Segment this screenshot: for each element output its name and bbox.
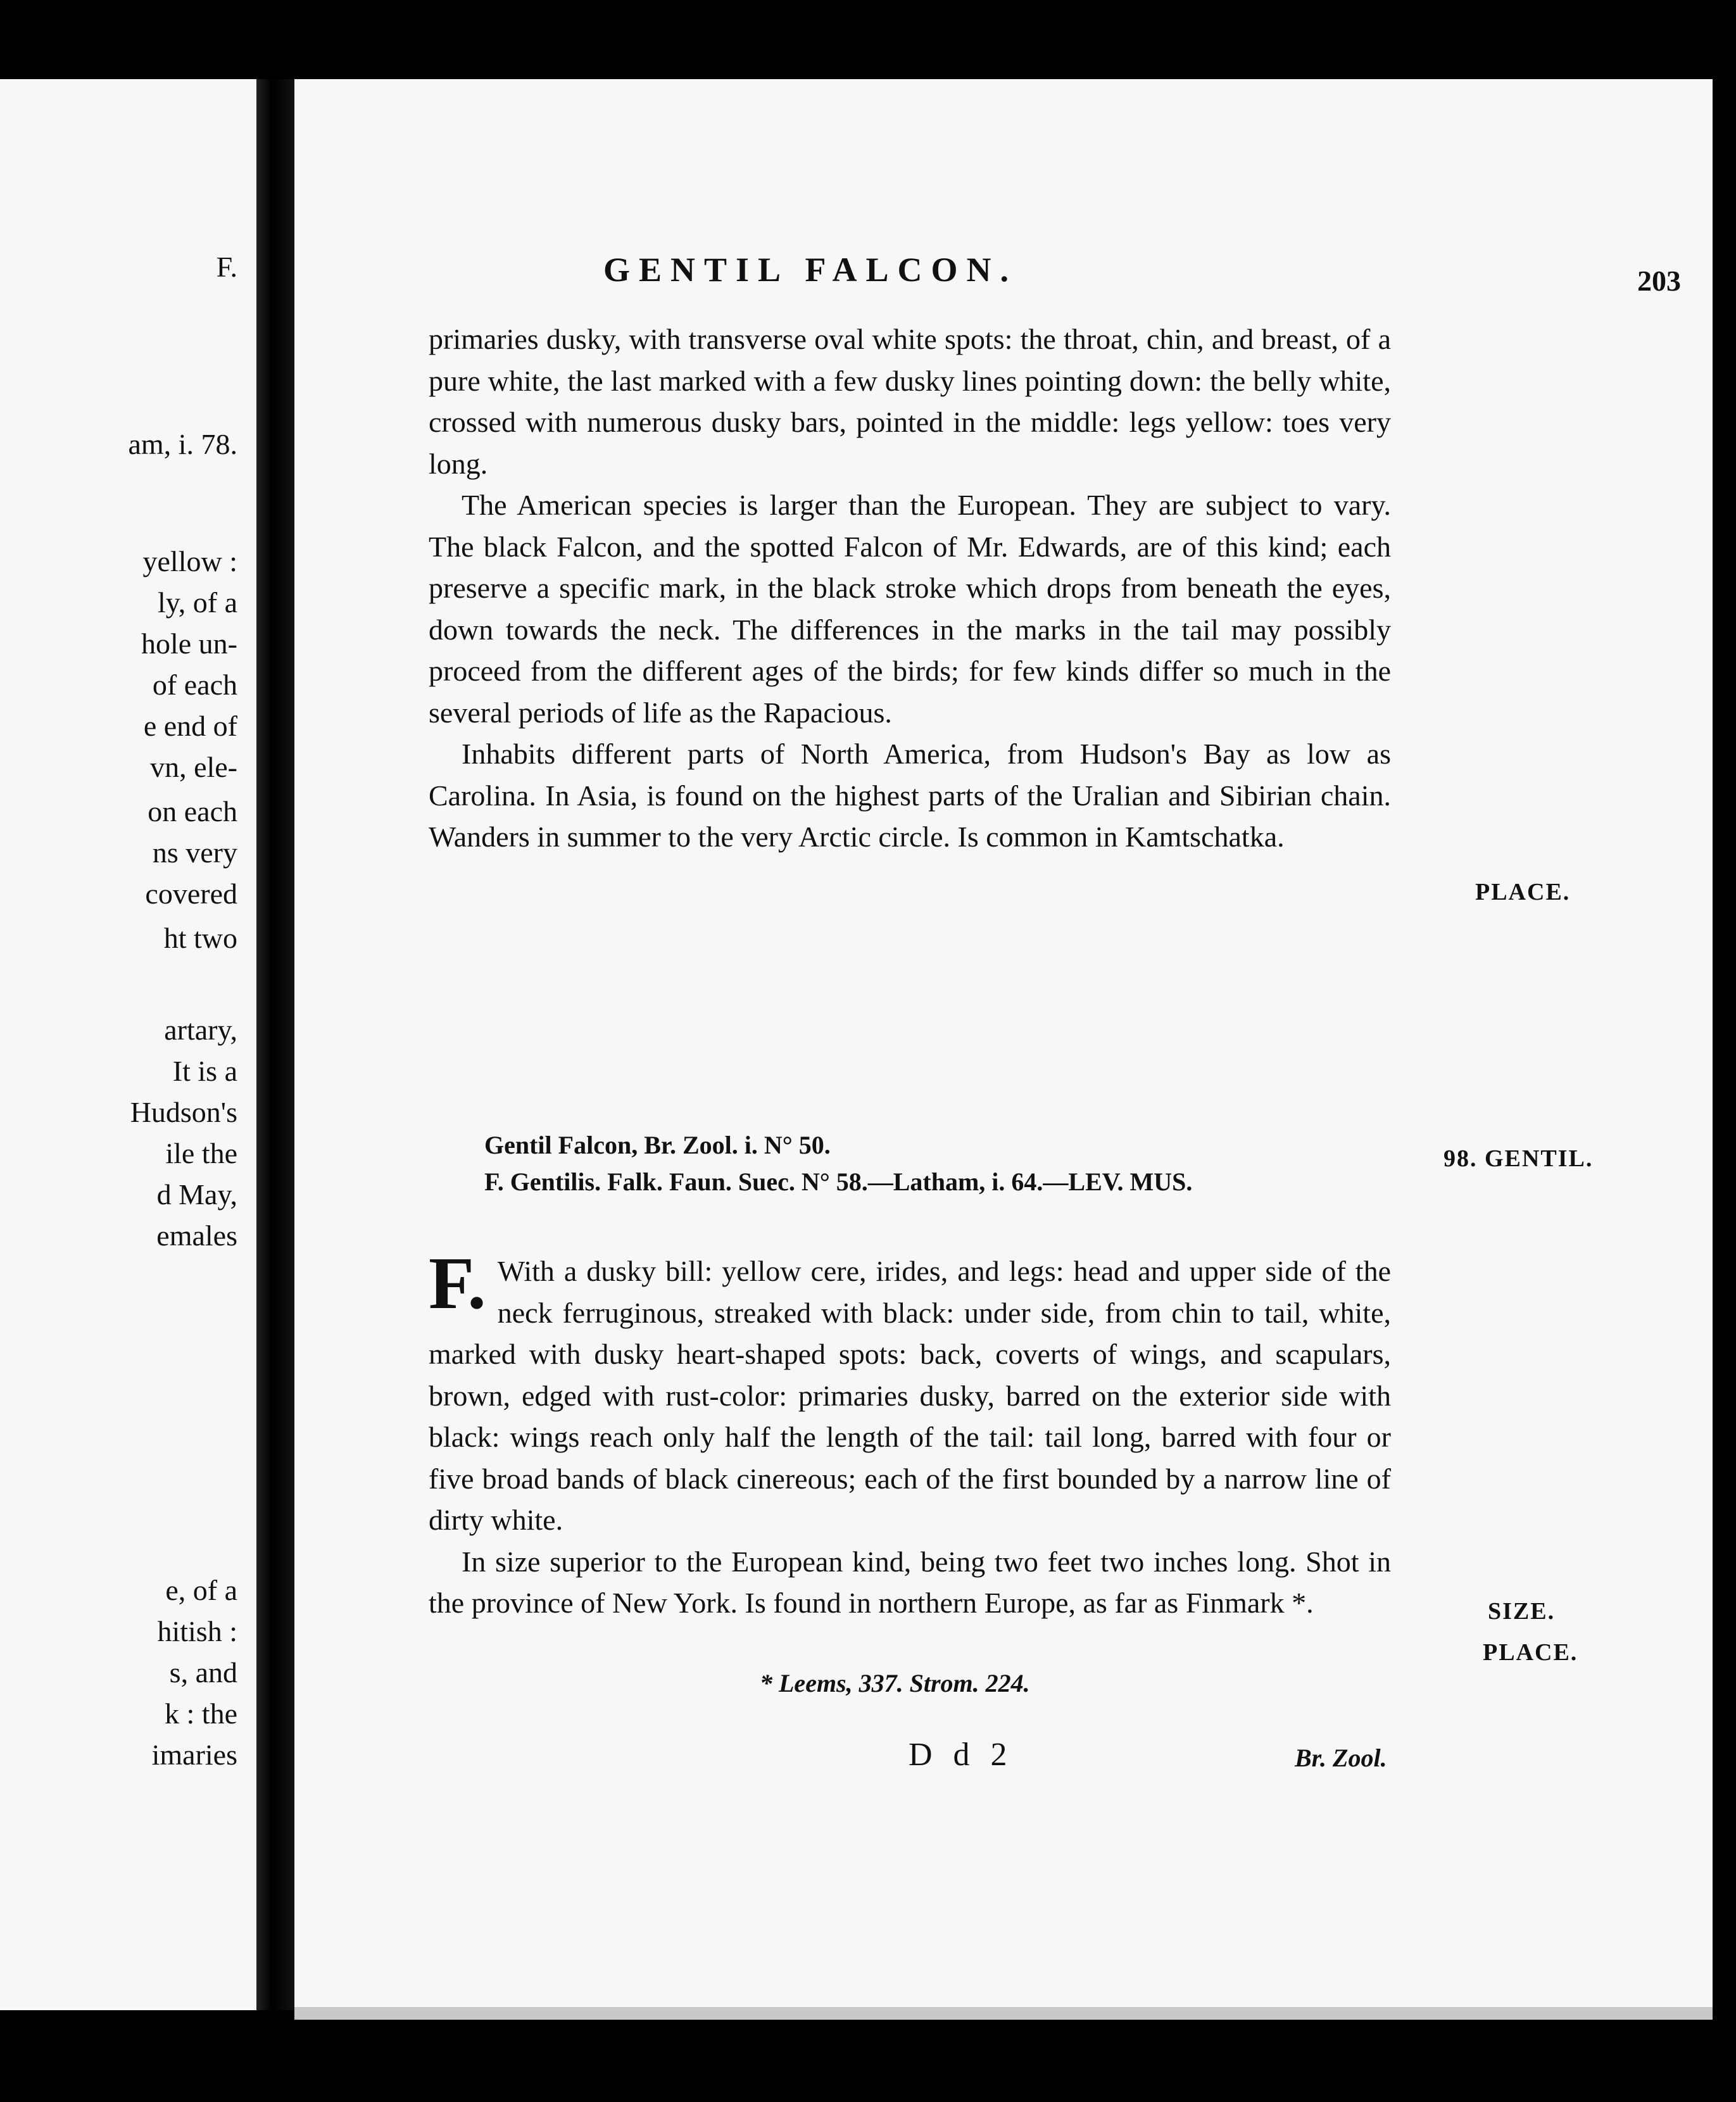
synonymy-block <box>484 1127 1371 1200</box>
left-page-fragment: e end of <box>143 710 237 742</box>
synonymy-line: F. Gentilis. Falk. Faun. Suec. N° 58.—Latham, i. 64.—LEV. MUS. <box>484 1167 1193 1196</box>
paragraph-inhabits: Inhabits different parts of North America, from Hudson's Bay as low as Carolina. In Asia, is found on the highest parts of the Uralian and Sibirian chain. Wanders in summer to the very Arctic circle. Is common in Kamtschatka. <box>429 738 1391 853</box>
species-description <box>429 1242 1391 1624</box>
page-bottom-edge <box>294 2007 1713 2020</box>
printer-signature: D d 2 <box>909 1737 1014 1773</box>
left-page <box>0 79 256 2010</box>
drop-cap: F. <box>429 1242 486 1325</box>
description-text: With a dusky bill: yellow cere, irides, and legs: head and upper side of the neck ferruginous, streaked with black: under side, from chin to tail, white, marked with dusky heart-shaped spots: back, coverts of wings, and scapulars, brown, edged with rust-color: primaries dusky, barred on the exterior side with black: wings reach only half the length of the tail: tail long, barred with four or five broad bands of black cinereous; each of the first bounded by a narrow line of dirty white. <box>429 1255 1391 1536</box>
left-page-fragment: Hudson's <box>130 1096 237 1128</box>
left-page-fragment: e, of a <box>165 1574 237 1606</box>
left-page-fragment: It is a <box>172 1055 237 1087</box>
left-page-fragment: ns very <box>152 836 237 869</box>
page-number: 203 <box>1637 265 1681 297</box>
left-page-fragment: s, and <box>169 1656 237 1689</box>
left-page-fragment: F. <box>216 251 237 283</box>
running-head: GENTIL FALCON. <box>603 251 1018 289</box>
left-page-fragment: am, i. 78. <box>128 428 237 460</box>
left-page-fragment: ile the <box>165 1137 237 1169</box>
description-paragraph <box>429 1242 1391 1541</box>
margin-note-place-2: PLACE. <box>1483 1639 1578 1666</box>
paragraph-primaries: primaries dusky, with transverse oval white spots: the throat, chin, and breast, of a pure white, the last marked with a few dusky lines pointing down: the belly white, crossed with numerous dusky bars, pointed in the middle: legs yellow: toes very long. <box>429 323 1391 480</box>
left-page-fragment: hole un- <box>141 627 237 660</box>
paragraph-american-species: The American species is larger than the European. They are subject to vary. The black Falcon, and the spotted Falcon of Mr. Edwards, are of this kind; each preserve a specific mark, in the black stroke which drops from beneath the eyes, down towards the neck. The differences in the marks in the tail may possibly proceed from the different ages of the birds; for few kinds differ so much in the several periods of life as the Rapacious. <box>429 489 1391 729</box>
synonymy-line: Gentil Falcon, Br. Zool. i. N° 50. <box>484 1131 831 1159</box>
section-continuation <box>429 318 1391 858</box>
left-page-fragment: emales <box>156 1219 237 1252</box>
left-page-fragment: on each <box>148 795 237 828</box>
book-spine <box>256 79 294 2010</box>
left-page-fragment: hitish : <box>157 1615 237 1647</box>
right-page <box>294 79 1713 2010</box>
margin-note-size: SIZE. <box>1488 1598 1556 1625</box>
left-page-fragment: vn, ele- <box>150 751 237 783</box>
left-page-fragment: ly, of a <box>157 586 237 619</box>
left-page-fragment: of each <box>152 669 237 701</box>
left-page-fragment: covered <box>145 878 237 910</box>
size-place-paragraph: In size superior to the European kind, being two feet two inches long. Shot in the province of New York. Is found in northern Europe, as far as Finmark *. <box>429 1545 1391 1619</box>
left-page-fragments <box>0 79 256 2010</box>
margin-note-species-number: 98. GENTIL. <box>1444 1145 1594 1172</box>
margin-note-place: PLACE. <box>1475 879 1571 905</box>
left-page-fragment: k : the <box>165 1697 237 1730</box>
left-page-fragment: yellow : <box>142 545 237 577</box>
left-page-fragment: ht two <box>163 922 237 954</box>
left-page-fragment: d May, <box>156 1178 237 1211</box>
left-page-fragment: artary, <box>164 1014 237 1046</box>
left-page-fragment: imaries <box>151 1739 237 1771</box>
catchword: Br. Zool. <box>1295 1744 1387 1772</box>
footnote: * Leems, 337. Strom. 224. <box>760 1669 1030 1697</box>
